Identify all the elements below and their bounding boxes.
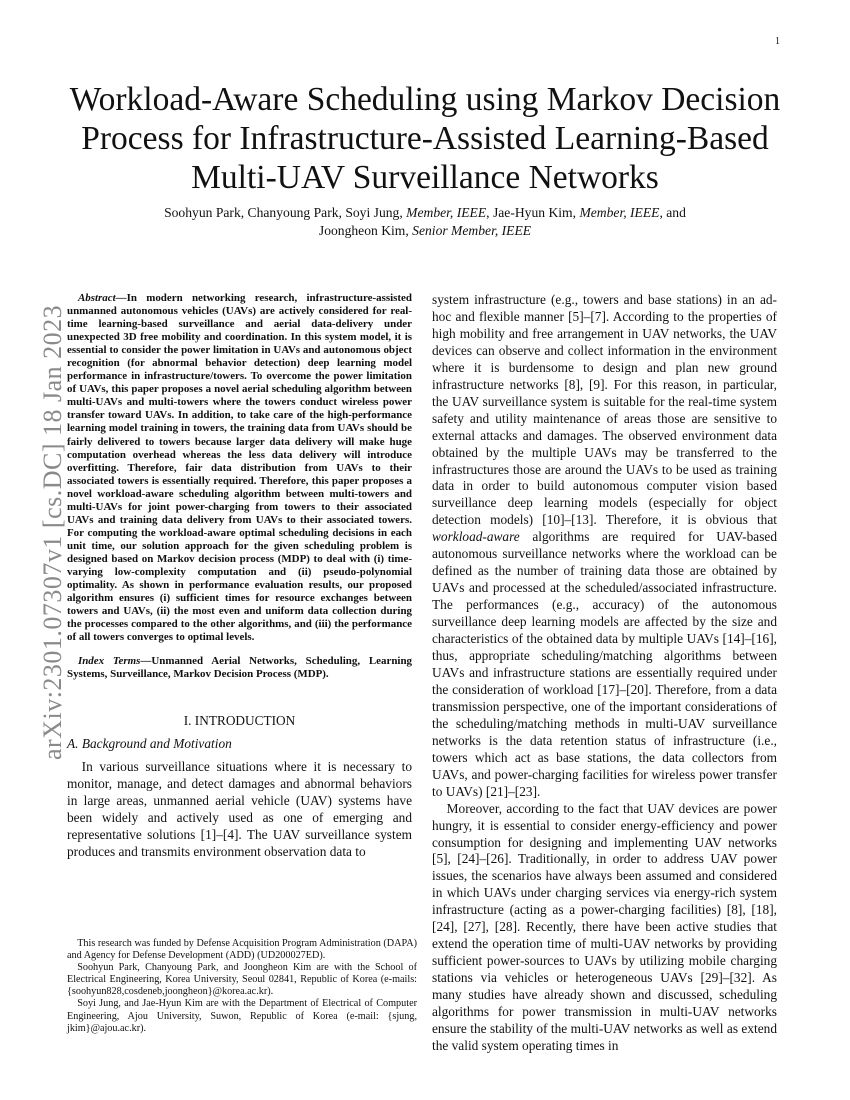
authors-line1-end: , and: [659, 205, 686, 220]
index-terms: [67, 655, 412, 681]
authors-line1-mid: , Jae-Hyun Kim,: [486, 205, 580, 220]
arxiv-identifier-stamp: arXiv:2301.07307v1 [cs.DC] 18 Jan 2023: [38, 304, 67, 760]
body-text: algorithms are required for UAV-based autonomous surveillance networks where the workload can be defined as the number of training data those are obtained by UAVs and processed at the scheduled/associated infrastructure. The performances (e.g., accuracy) of the autonomous surveillance deep learning models are affected by the size and characteristics of the obtained data by multiple UAVs [14]–[16], thus, appropriate scheduling/matching algorithms between UAVs and infrastructure stations are essentially required under the consideration of workload [17]–[20]. Therefore, from a data transmission perspective, one of the important considerations of the scheduling/matching methods in multi-UAV surveillance networks is the data retention status of infrastructure (i.e., towers which act as base stations, the data collectors from UAVs, and power-charging facilities for wireless power transfer to UAVs) [21]–[23].: [432, 529, 777, 799]
author-role: Member, IEEE: [406, 205, 487, 220]
right-column: [432, 292, 777, 1055]
index-terms-label: Index Terms: [77, 655, 141, 668]
author-role: Senior Member, IEEE: [412, 223, 532, 238]
abstract-text: —In modern networking research, infrastructure-assisted unmanned autonomous vehicles (UAVs) are actively considered for real-time learning-based surveillance and aerial data-delivery under unexpected 3D free mobility and coordination. In this system model, it is essential to consider the power limitation in UAVs and autonomous object recognition (for abnormal behavior detection) deep learning model performance in infrastructure/towers. To overcome the power limitation of UAVs, this paper proposes a novel aerial scheduling algorithm between multi-UAVs and multi-towers where the towers conduct wireless power transfer toward UAVs. In addition, to take care of the high-performance learning model training in towers, the training data from UAVs should be fairly delivered to towers because larger data delivery will make huge computation overhead whereas the less data delivery will introduce overfitting. Therefore, fair data distribution from UAVs to their associated towers is essentially required. Therefore, this paper proposes a novel workload-aware scheduling algorithm between multi-towers and multi-UAVs for joint power-charging from towers to their associated UAVs and training data delivery from UAVs to their associated towers. For computing the workload-aware optimal scheduling decisions in each unit time, our solution approach for the given scheduling problem is designed based on Markov decision process (MDP) to deal with (i) time-varying low-complexity computation and (ii) pseudo-polynomial optimality. As shown in performance evaluation results, our proposed algorithm ensures (i) sufficient times for resource exchanges between towers and UAVs, (ii) the most even and uniform data collection during the processes compared to the other algorithms, and (iii) the performance of all towers converges to optimal levels.: [67, 292, 412, 644]
abstract-label: Abstract: [77, 292, 116, 304]
authors-line2-text: Joongheon Kim,: [318, 223, 413, 238]
authors-line1-text: Soohyun Park, Chanyoung Park, Soyi Jung,: [164, 205, 407, 220]
paper-title: Workload-Aware Scheduling using Markov Decision Process for Infrastructure-Assisted Learning-Based Multi-UAV Surveillance Networks: [69, 81, 781, 196]
author-role: Member, IEEE: [579, 205, 660, 220]
body-paragraph: In various surveillance situations where it is necessary to monitor, manage, and detect damages and abnormal behaviors in large areas, unmanned aerial vehicle (UAV) systems have been widely and actively used as one of emerging and representative solutions [1]–[4]. The UAV surveillance system produces and transmits environment observation data to: [67, 759, 412, 860]
section-heading: [67, 713, 412, 730]
emphasis-text: workload-aware: [432, 529, 520, 545]
footnotes: [67, 938, 417, 1035]
subsection-heading: A. Background and Motivation: [67, 736, 232, 752]
footnote: Soyi Jung, and Jae-Hyun Kim are with the Department of Electrical of Computer Engineering, Ajou University, Suwon, Republic of Korea (e-mail: {sjung, jkim}@ajou.ac.kr).: [67, 998, 417, 1034]
body-text: system infrastructure (e.g., towers and base stations) in an ad-hoc and flexible manner [5]–[7]. According to the properties of high mobility and free arrangement in UAV networks, the UAV devices can observe and collect information in the environment where it is burdensome to design and plan new ground infrastructure networks [8], [9]. For this reason, in particular, the UAV surveillance system is suitable for the real-time system safety and utility maintenance of areas those are sensitive to external attacks and damages. The observed environment data obtained by the multiple UAVs may be transferred to the infrastructures those are around the UAVs to be used as training data in order to build autonomous computer vision based surveillance deep learning models (especially for object detection models) [10]–[13]. Therefore, it is obvious that: [432, 292, 777, 528]
body-paragraph: Moreover, according to the fact that UAV devices are power hungry, it is essential to consider energy-efficiency and power consumption for designing and implementing UAV networks [5], [24]–[26]. Traditionally, in order to address UAV power issues, the scenarios have always been assumed and considered in which UAVs under charging services via energy-rich system infrastructure (acting as a power-charging facilities) [8], [18], [24], [27], [28]. Recently, there have been active studies that extend the operation time of multi-UAV networks by providing sufficient power-sources to UAVs by utilizing mobile charging stations via vehicles or heterogeneous UAVs [29]–[32]. As many studies have already shown and discussed, scheduling algorithms for power transmission in multi-UAV networks ensure the stability of the multi-UAV networks as well as extend the valid system operating times in: [432, 800, 777, 1053]
author-list: [80, 204, 770, 240]
footnote: This research was funded by Defense Acquisition Program Administration (DAPA) and Agency for Defense Development (ADD) (UD200027ED).: [67, 938, 417, 962]
body-paragraph: [432, 292, 777, 801]
section-title-rest: NTRODUCTION: [199, 713, 296, 729]
section-title-cap: I: [194, 713, 200, 729]
index-terms-text: —Unmanned Aerial Networks, Scheduling, Learning Systems, Surveillance, Markov Decision Process (MDP).: [67, 655, 412, 681]
footnote: Soohyun Park, Chanyoung Park, and Joongheon Kim are with the School of Electrical Engineering, Korea University, Seoul 02841, Republic of Korea (e-mails: {soohyun828,cosdeneb,joongheon}@korea.ac.kr).: [67, 962, 417, 998]
left-column: [67, 292, 412, 861]
page-number: 1: [775, 36, 780, 47]
abstract: [67, 292, 412, 644]
section-numeral: I.: [183, 713, 195, 729]
